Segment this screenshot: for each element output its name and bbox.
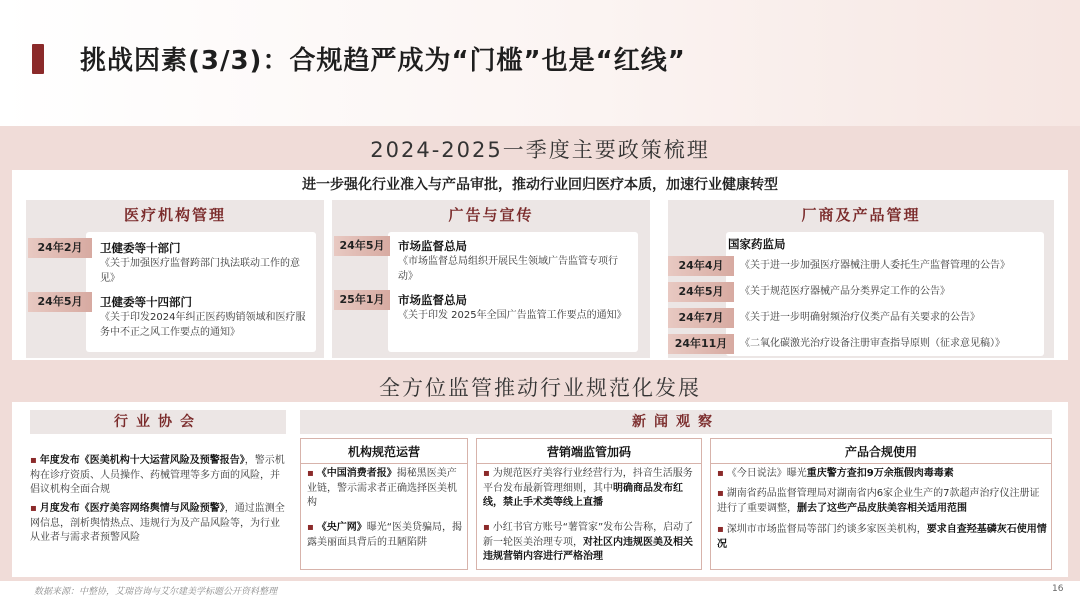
news-box-title: 产品合规使用 <box>711 443 1051 460</box>
date-tag: 24年5月 <box>28 292 92 312</box>
policy-document: 《市场监督总局组织开展民生领域广告监管专项行动》 <box>398 256 618 282</box>
news-bullet: ▪ 小红书官方账号“薯管家”发布公告称，启动了新一轮医美治理专项，对社区内违规医美及相关违规营销内容进行严格治理 <box>483 522 694 562</box>
news-bullet: ▪ 深圳市市场监督局等部门约谈多家医美机构，要求自查羟基磷灰石使用情况 <box>717 524 1047 550</box>
bullet-icon: ▪ <box>717 524 724 535</box>
bullet-icon: ▪ <box>307 522 314 533</box>
supervision-panel <box>12 402 1068 577</box>
news-box-product <box>710 438 1052 570</box>
page-title: 挑战因素(3/3)：合规趋严成为“门槛”也是“红线” <box>80 46 686 76</box>
policy-document: 《关于进一步明确射频治疗仪类产品有关要求的公告》 <box>740 312 980 323</box>
policy-document: 《关于印发 2025年全国广告监管工作要点的通知》 <box>398 310 627 321</box>
news-box-title: 机构规范运营 <box>301 443 467 460</box>
date-tag: 25年1月 <box>334 290 390 310</box>
date-tag: 24年2月 <box>28 238 92 258</box>
page-number: 16 <box>1052 584 1064 594</box>
news-box-title: 营销端监管加码 <box>477 443 701 460</box>
date-tag: 24年5月 <box>668 282 734 302</box>
issuing-org: 市场监督总局 <box>398 293 467 307</box>
news-bullet: ▪ 《中国消费者报》揭秘黑医美产业链，警示需求者正确选择医美机构 <box>307 468 457 508</box>
news-box-marketing <box>476 438 702 570</box>
supervision-section-title: 全方位监管推动行业规范化发展 <box>379 376 701 400</box>
policy-document: 《关于规范医疗器械产品分类界定工作的公告》 <box>740 286 950 297</box>
bullet-icon: ▪ <box>483 468 490 479</box>
policy-document: 《关于进一步加强医疗器械注册人委托生产监督管理的公告》 <box>740 260 1010 271</box>
policy-document: 《关于印发2024年纠正医药购销领域和医疗服务中不正之风工作要点的通知》 <box>100 312 306 338</box>
bullet-icon: ▪ <box>30 503 37 514</box>
issuing-org: 国家药监局 <box>728 237 786 251</box>
news-box-institution <box>300 438 468 570</box>
date-tag: 24年4月 <box>668 256 734 276</box>
policy-document: 《关于加强医疗监督跨部门执法联动工作的意见》 <box>100 258 300 284</box>
issuing-org: 卫健委等十部门 <box>100 241 181 255</box>
column-heading: 厂商及产品管理 <box>801 206 921 224</box>
news-bullet: ▪ 《今日说法》曝光重庆警方查扣9万余瓶假肉毒毒素 <box>717 468 954 479</box>
news-bullet: ▪ 《央广网》曝光“医美贷骗局，揭露美丽面具背后的丑陋陷阱 <box>307 522 462 548</box>
policy-subtitle: 进一步强化行业准入与产品审批，推动行业回归医疗本质，加速行业健康转型 <box>302 177 778 193</box>
header <box>0 0 1080 126</box>
column-advertising <box>332 200 650 358</box>
column-heading: 广告与宣传 <box>448 206 534 224</box>
date-tag: 24年7月 <box>668 308 734 328</box>
data-source-note: 数据来源：中整协，艾瑞咨询与艾尔建美学标题公开资料整理 <box>34 587 278 597</box>
policy-panel <box>12 170 1068 360</box>
policy-section-title: 2024-2025一季度主要政策梳理 <box>370 138 710 162</box>
policy-document: 《二氧化碳激光治疗设备注册审查指导原则（征求意见稿）》 <box>740 338 1005 349</box>
news-bullet: ▪ 为规范医疗美容行业经营行为，抖音生活服务平台发布最新管理细则，其中明确商品发布红线，禁止手术类等线上直播 <box>483 468 693 508</box>
issuing-org: 市场监督总局 <box>398 239 467 253</box>
bullet-icon: ▪ <box>30 455 37 466</box>
date-tag: 24年11月 <box>668 334 734 354</box>
news-bullet: ▪ 湖南省药品监督管理局对湖南省内6家企业生产的7款超声治疗仪注册证进行了重要调整，删去了这些产品皮肤美容相关适用范围 <box>717 488 1040 514</box>
bullet-icon: ▪ <box>307 468 314 479</box>
bullet-icon: ▪ <box>717 468 724 479</box>
association-bullet: ▪ 月度发布《医疗美容网络舆情与风险预警》，通过监测全网信息，剖析舆情热点、违规行为及产品风险等，为行业从业者与需求者预警风险 <box>30 503 285 543</box>
column-manufacturer-product <box>668 200 1054 358</box>
title-accent-bar <box>32 44 44 74</box>
date-tag: 24年5月 <box>334 236 390 256</box>
column-medical-institution <box>26 200 324 358</box>
issuing-org: 卫健委等十四部门 <box>100 295 192 309</box>
association-bullet: ▪ 年度发布《医美机构十大运营风险及预警报告》，警示机构在诊疗资质、人员操作、药械管理等多方面的风险，并倡议机构全面合规 <box>30 455 285 495</box>
bullet-icon: ▪ <box>483 522 490 533</box>
news-heading: 新闻观察 <box>300 410 1052 434</box>
bullet-icon: ▪ <box>717 488 724 499</box>
association-heading: 行业协会 <box>30 410 286 434</box>
column-heading: 医疗机构管理 <box>123 206 226 224</box>
